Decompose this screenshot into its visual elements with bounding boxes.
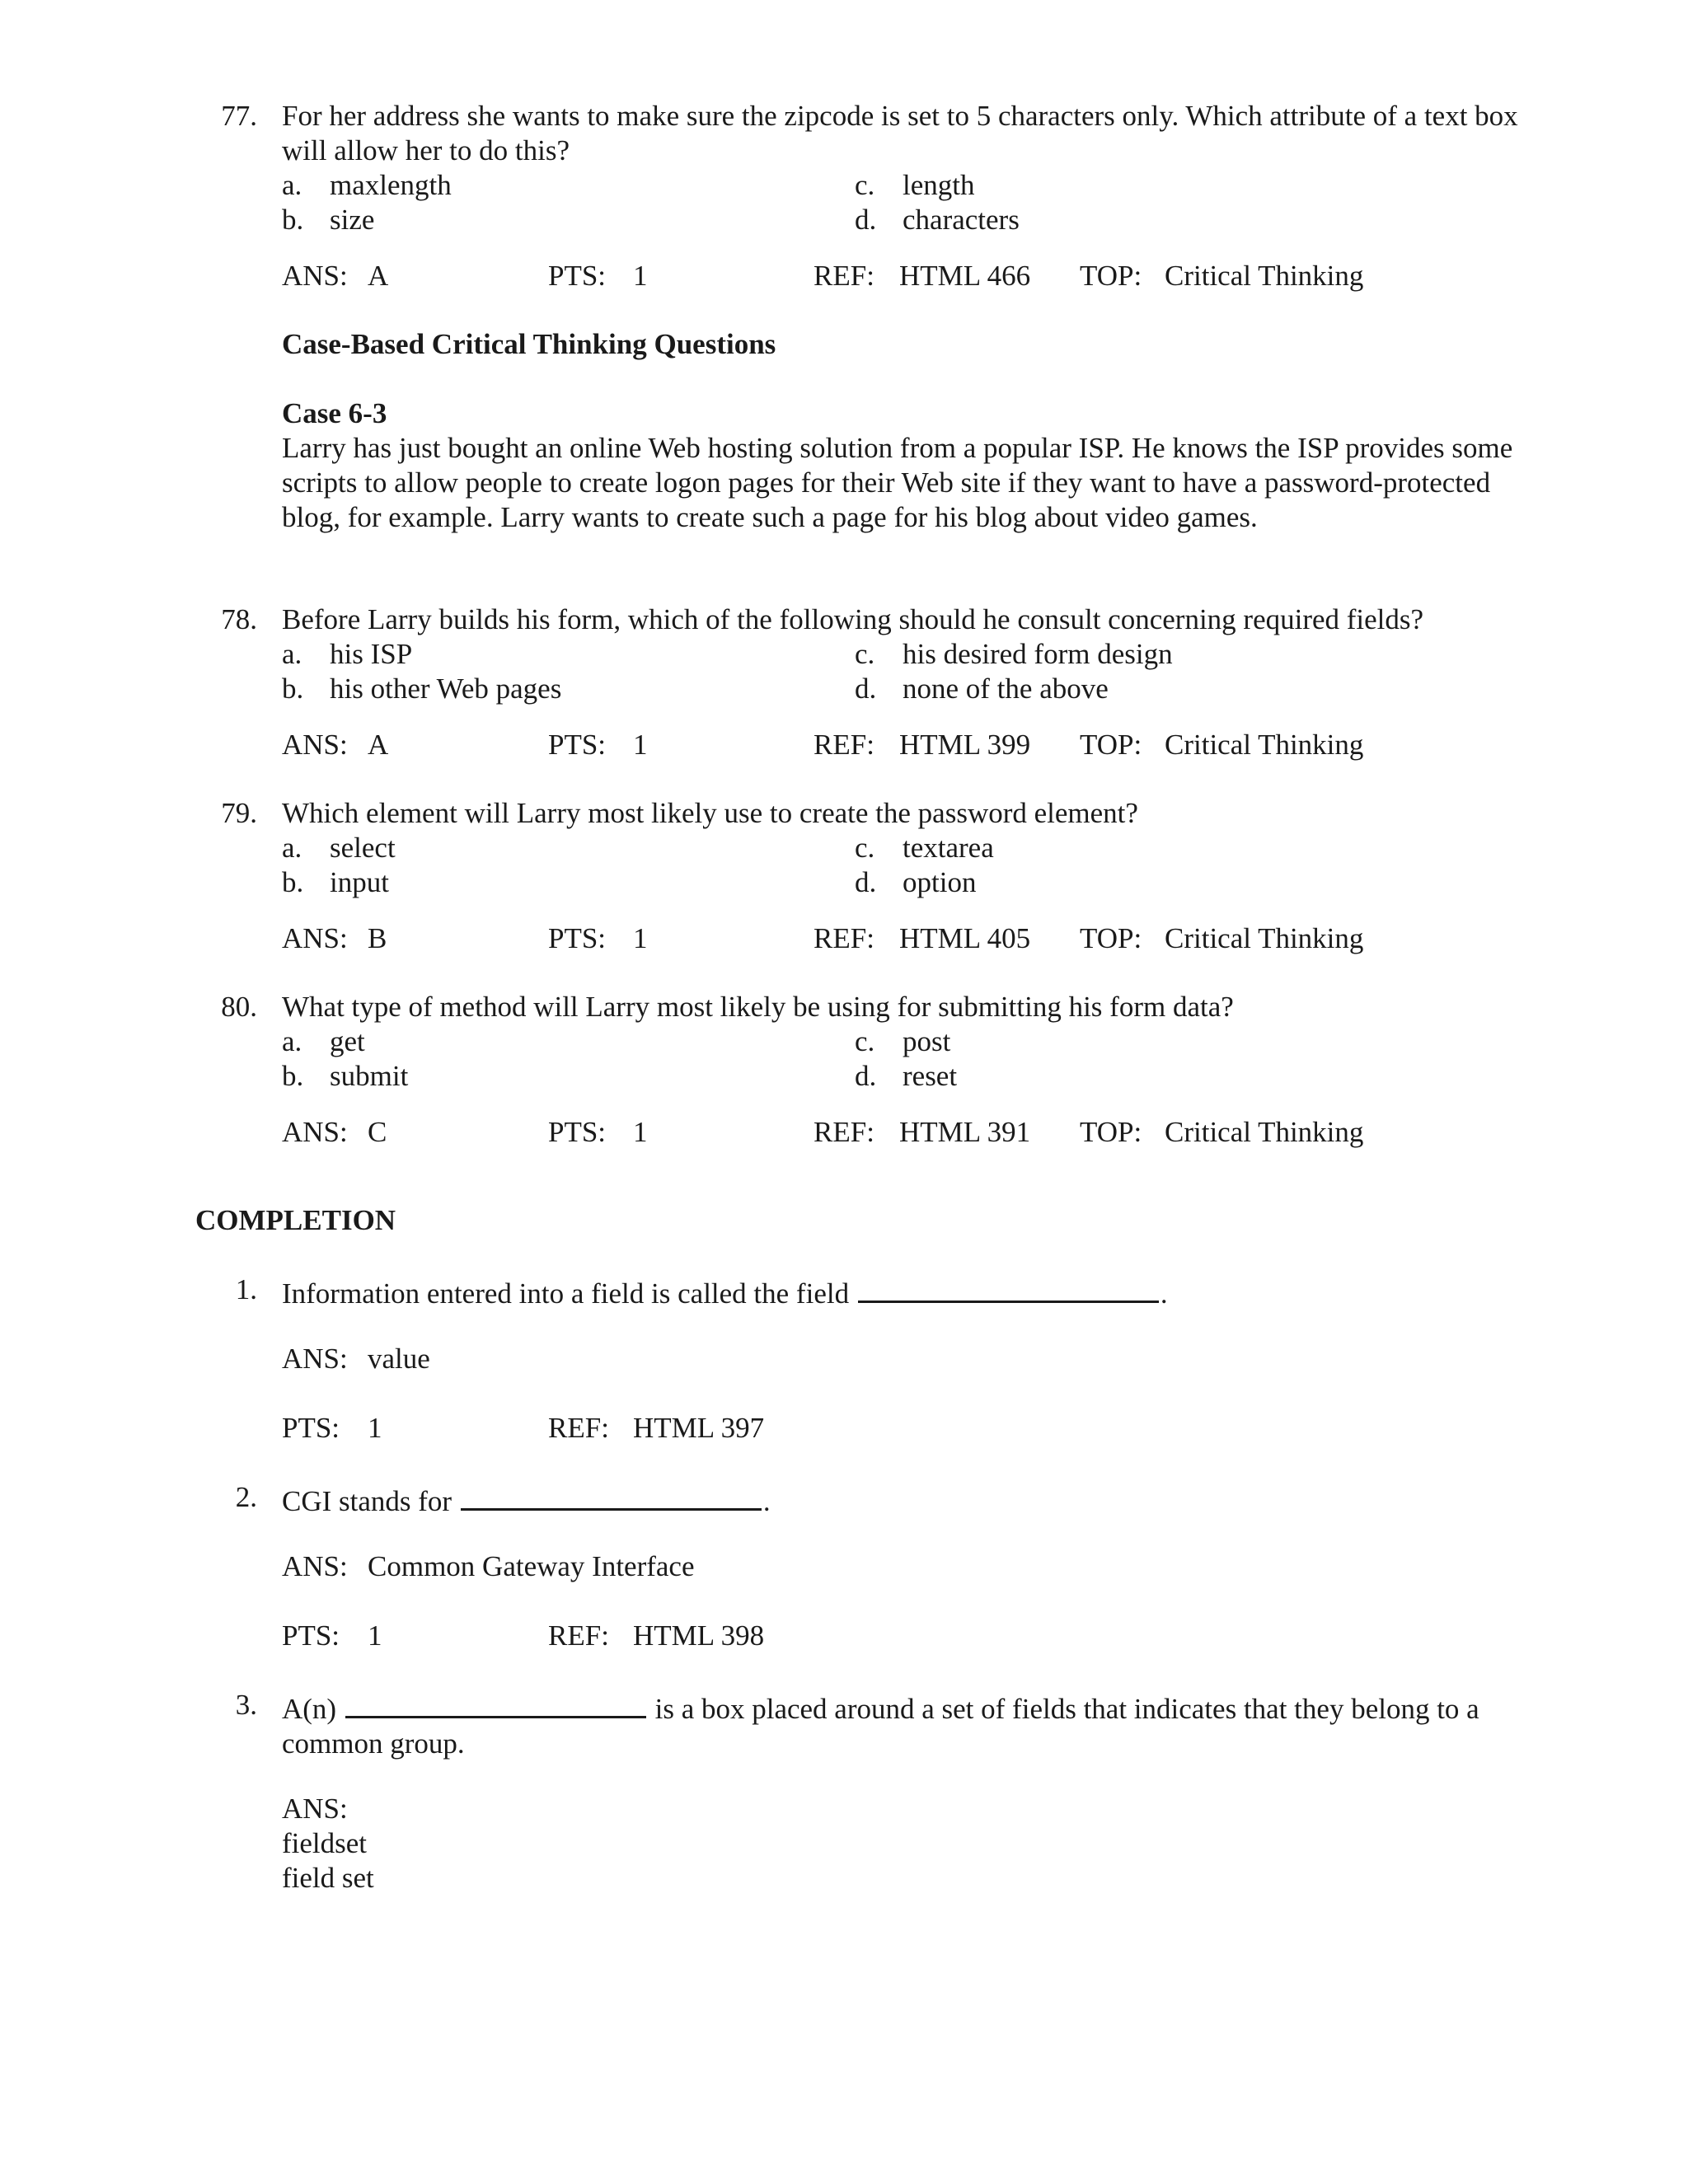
question-79 (0, 796, 1688, 969)
option-text: textarea (903, 832, 994, 864)
pts-value: 1 (633, 260, 648, 292)
ref-value: HTML 466 (899, 260, 1031, 292)
top-value: Critical Thinking (1165, 729, 1364, 761)
pts-value: 1 (368, 1619, 382, 1652)
option-letter: d. (855, 204, 877, 236)
option-letter: c. (855, 638, 875, 670)
item-number: 1. (235, 1273, 257, 1305)
option-text: input (330, 866, 389, 898)
item-text (282, 1272, 1535, 1311)
option-text: length (903, 169, 975, 201)
option-text: option (903, 866, 977, 898)
completion-heading: COMPLETION (195, 1204, 396, 1236)
option-letter: d. (855, 673, 877, 705)
ans-label: ANS: (282, 260, 348, 292)
ans-line-2: field set (282, 1862, 374, 1894)
ans-value: B (368, 922, 387, 954)
top-label: TOP: (1080, 729, 1142, 761)
item-text (282, 1480, 1535, 1519)
case-text: Larry has just bought an online Web hosting solution from a popular ISP. He knows the ISP provides some scripts to allow people to create logon pages for their Web site if they want to have a password-protected blog, for example. Larry wants to create such a page for his blog about video games. (282, 432, 1513, 533)
option-letter: a. (282, 169, 302, 201)
ans-value: A (368, 260, 389, 292)
ans-label: ANS: (282, 1116, 348, 1148)
ref-value: HTML 398 (633, 1619, 765, 1652)
completion-item-2 (0, 1480, 1688, 1653)
completion-item-3 (0, 1688, 1688, 1902)
answer-blank (345, 1688, 646, 1718)
option-letter: d. (855, 1060, 877, 1092)
pts-label: PTS: (548, 260, 607, 292)
ref-value: HTML 391 (899, 1116, 1031, 1148)
answer-blank (461, 1480, 762, 1511)
ans-value: value (368, 1343, 430, 1375)
answer-block (282, 1792, 374, 1896)
top-label: TOP: (1080, 1116, 1142, 1148)
pts-value: 1 (633, 1116, 648, 1148)
item-number: 3. (235, 1689, 257, 1721)
completion-item-1 (0, 1272, 1688, 1446)
option-letter: c. (855, 169, 875, 201)
ans-value: A (368, 729, 389, 761)
ans-line-1: fieldset (282, 1827, 368, 1859)
option-letter: d. (855, 866, 877, 898)
ref-value: HTML 397 (633, 1412, 765, 1444)
ref-label: REF: (814, 922, 874, 954)
option-letter: b. (282, 673, 304, 705)
section-heading: Case-Based Critical Thinking Questions (282, 328, 776, 360)
ref-label: REF: (814, 260, 874, 292)
question-number: 80. (221, 991, 257, 1023)
question-text: For her address she wants to make sure the zipcode is set to 5 characters only. Which attribute of a text box will allow her to do this? (282, 100, 1518, 166)
ans-label: ANS: (282, 922, 348, 954)
option-letter: a. (282, 638, 302, 670)
pts-label: PTS: (548, 1116, 607, 1148)
item-text-before: CGI stands for (282, 1485, 452, 1517)
top-value: Critical Thinking (1165, 260, 1364, 292)
option-letter: c. (855, 1025, 875, 1057)
top-label: TOP: (1080, 922, 1142, 954)
pts-value: 1 (368, 1412, 382, 1444)
option-text: maxlength (330, 169, 452, 201)
option-text: get (330, 1025, 365, 1057)
ref-label: REF: (814, 729, 874, 761)
case-section (282, 327, 1535, 574)
question-text: Before Larry builds his form, which of the following should he consult concerning required fields? (282, 603, 1424, 635)
question-number: 79. (221, 797, 257, 829)
question-number: 78. (221, 603, 257, 635)
top-label: TOP: (1080, 260, 1142, 292)
option-text: his other Web pages (330, 673, 562, 705)
option-letter: a. (282, 1025, 302, 1057)
question-text: Which element will Larry most likely use to create the password element? (282, 797, 1138, 829)
option-letter: b. (282, 1060, 304, 1092)
item-number: 2. (235, 1481, 257, 1513)
option-letter: a. (282, 832, 302, 864)
item-text-after: . (762, 1485, 771, 1517)
question-text: What type of method will Larry most likely be using for submitting his form data? (282, 991, 1234, 1023)
pts-value: 1 (633, 922, 648, 954)
question-80 (0, 990, 1688, 1163)
question-number: 77. (221, 100, 257, 132)
pts-value: 1 (633, 729, 648, 761)
case-title: Case 6-3 (282, 397, 387, 429)
ans-label: ANS: (282, 1343, 348, 1375)
item-text-after: . (1160, 1277, 1168, 1310)
option-text: his desired form design (903, 638, 1173, 670)
pts-label: PTS: (282, 1412, 340, 1444)
top-value: Critical Thinking (1165, 1116, 1364, 1148)
option-letter: b. (282, 204, 304, 236)
option-text: none of the above (903, 673, 1109, 705)
option-text: characters (903, 204, 1020, 236)
option-text: submit (330, 1060, 409, 1092)
option-letter: c. (855, 832, 875, 864)
pts-label: PTS: (282, 1619, 340, 1652)
pts-label: PTS: (548, 729, 607, 761)
ans-label: ANS: (282, 1550, 348, 1582)
ref-value: HTML 405 (899, 922, 1031, 954)
item-text-before: Information entered into a field is called the field (282, 1277, 850, 1310)
option-text: post (903, 1025, 951, 1057)
question-78 (0, 602, 1688, 776)
item-text-before: A(n) (282, 1693, 337, 1725)
item-text-after: is a box placed around a set of fields that indicates that they belong to a common group. (282, 1693, 1479, 1760)
ans-label: ANS: (282, 729, 348, 761)
option-text: reset (903, 1060, 958, 1092)
option-letter: b. (282, 866, 304, 898)
top-value: Critical Thinking (1165, 922, 1364, 954)
answer-blank (858, 1272, 1159, 1303)
ref-value: HTML 399 (899, 729, 1031, 761)
ref-label: REF: (548, 1619, 609, 1652)
option-text: size (330, 204, 375, 236)
question-77 (0, 99, 1688, 305)
pts-label: PTS: (548, 922, 607, 954)
option-text: his ISP (330, 638, 413, 670)
option-text: select (330, 832, 396, 864)
ans-value: C (368, 1116, 387, 1148)
ans-label: ANS: (282, 1793, 348, 1825)
item-text (282, 1688, 1535, 1761)
ref-label: REF: (814, 1116, 874, 1148)
ans-value: Common Gateway Interface (368, 1550, 695, 1582)
ref-label: REF: (548, 1412, 609, 1444)
